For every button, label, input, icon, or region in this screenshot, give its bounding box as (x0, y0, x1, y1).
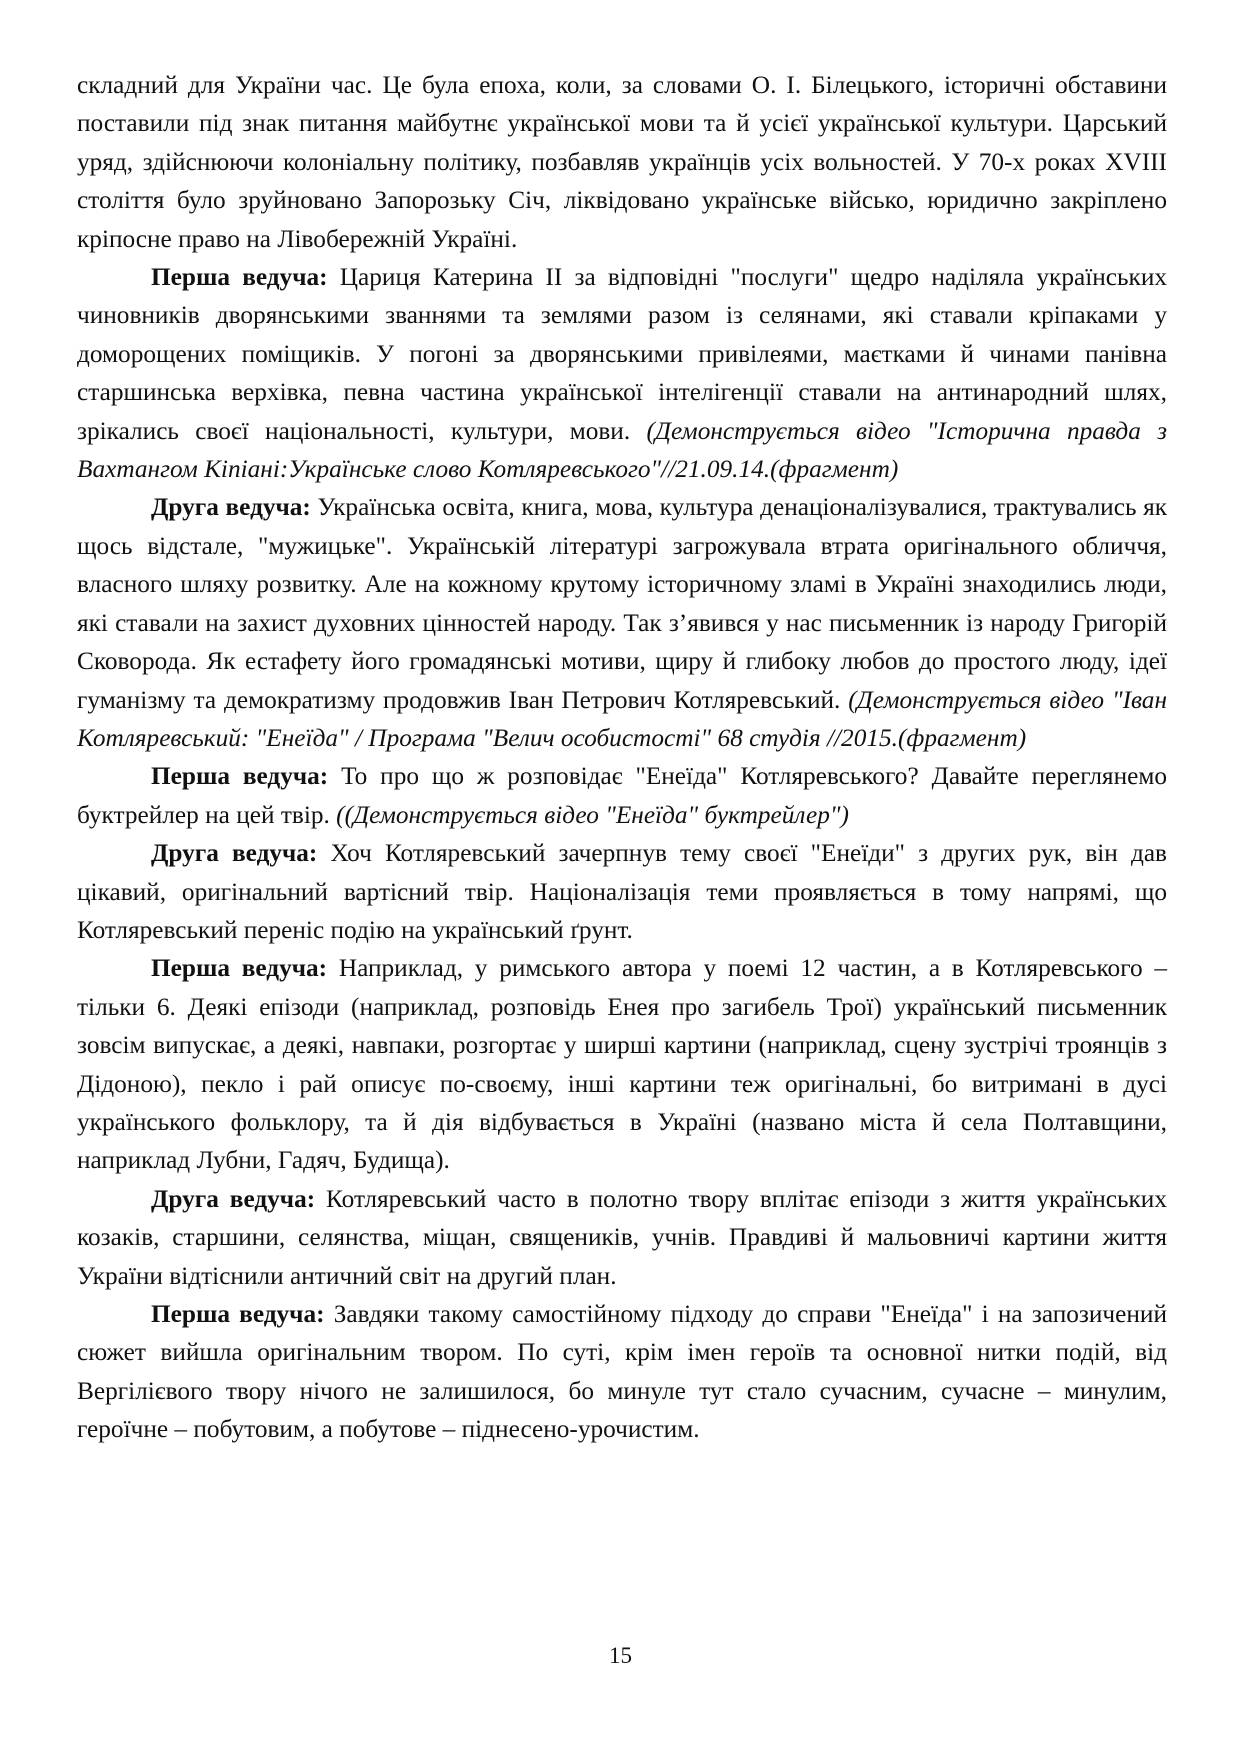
speaker-label: Перша ведуча: (151, 1300, 325, 1328)
paragraph-5 (77, 834, 1167, 949)
paragraph-text: Котляревський часто в полотно твору вплітає епізоди з життя українських козаків, старшини, селянства, міщан, священиків, учнів. Правдиві й мальовничі картини життя України відтіснили античний світ на другий план. (77, 1184, 1167, 1290)
page-number: 15 (609, 1643, 632, 1668)
paragraph-6 (77, 949, 1167, 1179)
speaker-label: Перша ведуча: (151, 263, 328, 292)
paragraph-text: Цариця Катерина ІІ за відповідні "послуги" щедро наділяла українських чиновників дворянськими званнями та землями разом із селянами, які ставали кріпаками у доморощених поміщиків. У погоні за дворянськими привілеями, маєтками й чинами панівна старшинська верхівка, певна частина української інтелігенції ставали на антинародний шлях, зрікались своєї національності, культури, мови. (77, 263, 1167, 445)
video-note: (Демонструється відео "Іван Котляревський: "Енеїда" / Програма "Велич особистості" 68 студія //2015.(фрагмент) (77, 685, 1168, 752)
paragraph-text: складний для України час. Це була епоха, коли, за словами О. І. Білецького, історичні обставини поставили під знак питання майбутнє української мови та й усієї української культури. Царський уряд, здійснюючи колоніальну політику, позбавляв українців усіх вольностей. У 70-х роках XVIII століття було зруйновано Запорозьку Січ, ліквідовано українське військо, юридично закріплено кріпосне право на Лівобережній Україні. (77, 71, 1167, 253)
speaker-label: Друга ведуча: (151, 839, 318, 868)
paragraph-text: Хоч Котляревський зачерпнув тему своєї "Енеїди" з других рук, він дав цікавий, оригінальний вартісний твір. Націоналізація теми проявляється в тому напрямі, що Котляревський переніс подію на український ґрунт. (77, 839, 1167, 944)
paragraph-1 (77, 66, 1167, 258)
paragraph-text: Завдяки такому самостійному підходу до справи "Енеїда" і на запозичений сюжет вийшла оригінальним твором. По суті, крім імен героїв та основної нитки подій, від Вергілієвого твору нічого не залишилося, бо минуле тут стало сучасним, сучасне – минулим, героїчне – побутовим, а побутове – піднесено-урочистим. (77, 1300, 1167, 1444)
paragraph-3 (77, 488, 1167, 757)
document-page (77, 66, 1167, 1449)
speaker-label: Друга ведуча: (151, 1184, 316, 1213)
video-note: (Демонструється відео "Історична правда з Вахтангом Кіпіані:Українське слово Котляревського"//21.09.14.(фрагмент) (77, 416, 1167, 484)
paragraph-text: Українська освіта, книга, мова, культура денаціоналізувалися, трактувались як щось відстале, "мужицьке". Українській літературі загрожувала втрата оригінального обличчя, власного шляху розвитку. Але на кожному крутому історичному зламі в Україні знаходились люди, які ставали на захист духовних цінностей народу. Так з’явився у нас письменник із народу Григорій Сковорода. Як естафету його громадянські мотиви, щиру й глибоку любов до простого люду, ідеї гуманізму та демократизму продовжив Іван Петрович Котляревський. (77, 493, 1167, 714)
video-note: ((Демонструється відео "Енеїда" буктрейлер") (336, 800, 849, 829)
paragraph-text: Наприклад, у римського автора у поемі 12 частин, а в Котляревського – тільки 6. Деякі епізоди (наприклад, розповідь Енея про загибель Трої) український письменник зовсім випускає, а деякі, навпаки, розгортає у ширші картини (наприклад, сцену зустрічі троянців з Дідоною), пекло і рай описує по-своєму, інші картини теж оригінальні, бо витримані в дусі українського фольклору, та й дія відбувається в Україні (названо міста й села Полтавщини, наприклад Лубни, Гадяч, Будища). (77, 954, 1167, 1175)
paragraph-8 (77, 1295, 1167, 1449)
speaker-label: Перша ведуча: (151, 954, 328, 983)
paragraph-7 (77, 1180, 1167, 1295)
paragraph-4 (77, 757, 1167, 834)
speaker-label: Друга ведуча: (151, 493, 311, 522)
speaker-label: Перша ведуча: (151, 762, 329, 791)
paragraph-text: То про що ж розповідає "Енеїда" Котляревського? Давайте переглянемо буктрейлер на цей твір. (77, 762, 1167, 829)
paragraph-2 (77, 258, 1167, 488)
